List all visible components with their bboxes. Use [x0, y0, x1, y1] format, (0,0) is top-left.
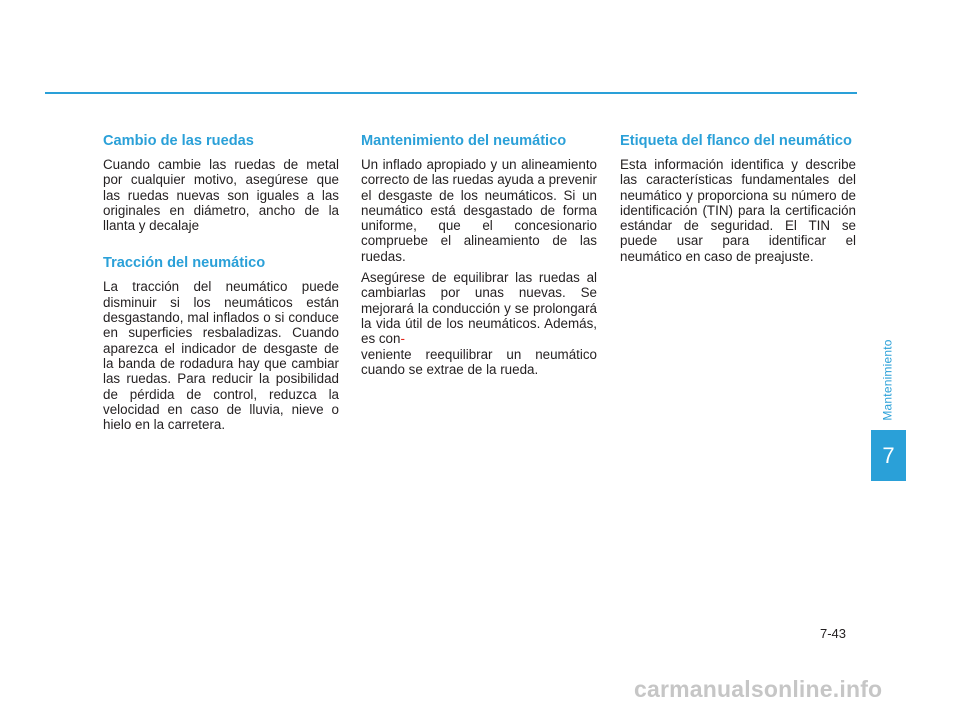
page-number: 7-43: [820, 626, 847, 641]
hyphen-mark: -: [400, 331, 405, 347]
heading-etiqueta-flanco: Etiqueta del flanco del neumático: [620, 133, 852, 149]
watermark: carmanualsonline.info: [634, 676, 883, 702]
paragraph-cambio-ruedas: Cuando cambie las ruedas de metal por cualquier motivo, asegúrese que las ruedas nuevas son iguales a las originales en diámetro, ancho de la llanta y decalaje: [103, 157, 339, 234]
column-1: [103, 134, 339, 438]
side-section-label: [878, 340, 898, 420]
paragraph-equilibrar-part2: veniente reequilibrar un neumático cuando se extrae de la rueda.: [361, 346, 597, 377]
paragraph-traccion: La tracción del neumático puede disminuir si los neumáticos están desgastando, mal inflados o si conduce en superficies resbaladizas. Cuando aparezca el indicador de desgaste de la banda de rodadura hay que cambiar las ruedas. Para reducir la posibilidad de pérdida de control, reduzca la velocidad en caso de lluvia, nieve o hielo en la carretera.: [103, 279, 339, 433]
paragraph-equilibrar: [361, 270, 597, 377]
paragraph-etiqueta: Esta información identifica y describe las características fundamentales del neumático y proporciona su número de identificación (TIN) para la certificación estándar de seguridad. El TIN se puede usar para identificar el neumático en caso de preajuste.: [620, 157, 856, 264]
heading-mantenimiento-neumatico: Mantenimiento del neumático: [361, 133, 567, 149]
side-section-label-text: Mantenimiento: [881, 339, 895, 421]
paragraph-equilibrar-part1: Asegúrese de equilibrar las ruedas al cambiarlas por unas nuevas. Se mejorará la conducción y se prolongará la vida útil de los neumáticos. Además, es con: [361, 270, 597, 347]
column-3: [620, 134, 856, 270]
chapter-tab: 7: [871, 430, 906, 481]
header-rule: [45, 92, 857, 94]
paragraph-inflado: Un inflado apropiado y un alineamiento correcto de las ruedas ayuda a prevenir el desgaste de los neumáticos. Si un neumático está desgastado de forma uniforme, que el concesionario compruebe el alineamiento de las ruedas.: [361, 157, 597, 264]
heading-cambio-ruedas: Cambio de las ruedas: [103, 133, 254, 149]
heading-traccion: Tracción del neumático: [103, 255, 266, 272]
column-2: [361, 134, 597, 383]
